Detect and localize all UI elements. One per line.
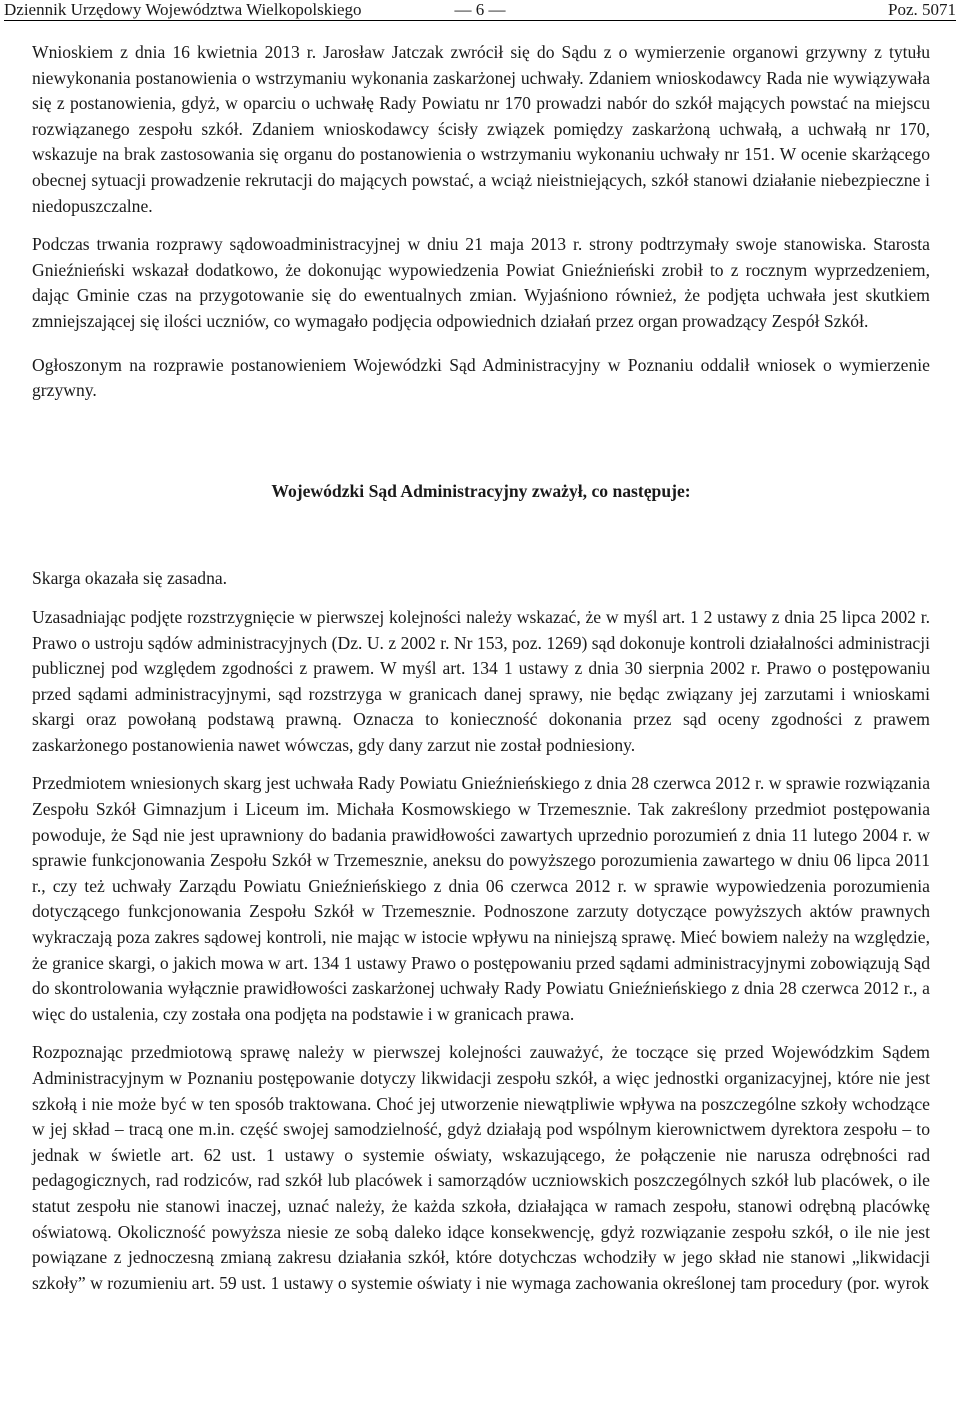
- document-body: [32, 40, 930, 1296]
- paragraph-decision: Ogłoszonym na rozprawie postanowieniem Wojewódzki Sąd Administracyjny w Poznaniu oddalił wniosek o wymierzenie grzywny.: [32, 354, 930, 401]
- paragraph-hearing: Podczas trwania rozprawy sądowoadministracyjnej w dniu 21 maja 2013 r. strony podtrzymały swoje stanowiska. Starosta Gnieźnieński wskazał dodatkowo, że dokonując wypowiedzenia Powiat Gnieźnieński zrobił to z rocznym wyprzedzeniem, dając Gminie czas na przygotowanie się do ewentualnych zmian. Wyjaśniono również, że podjęta uchwała jest skutkiem zmniejszającej się ilości uczniów, co wymagało podjęcia odpowiednich działań przez organ prowadzący Zespół Szkół.: [32, 234, 930, 331]
- paragraph-analysis: Rozpoznając przedmiotową sprawę należy w pierwszej kolejności zauważyć, że toczące się przed Wojewódzkim Sądem Administracyjnym w Poznaniu postępowanie dotyczy likwidacji zespołu szkół, a więc jednostki organizacyjnej, które nie jest szkołą i nie może być w ten sposób traktowana. Choć jej utworzenie niewątpliwie wpływa na poszczególne szkoły wchodzące w jej skład – tracą one m.in. część swojej samodzielność, gdyż działają pod wspólnym kierownictwem dyrektora zespołu – to jednak w świetle art. 62 ust. 1 ustawy o systemie oświaty, wskazującego, że połączenie nie narusza odrębności rad pedagogicznych, rad rodziców, rad szkół lub placówek i samorządów uczniowskich poszczególnych szkół lub placówek, o ile statut zespołu nie stanowi inaczej, uznać należy, że każda szkoła, działająca w ramach zespołu, stanowi odrębną placówkę oświatową. Okoliczność powyższa niesie ze sobą daleko idące konsekwencję, gdyż rozwiązanie zespołu szkół, o ile nie jest powiązane z jednoczesną zmianą zakresu działania szkół, które dotychczas wchodziły w jego skład nie stanowi „likwidacji szkoły” w rozumieniu art. 59 ust. 1 ustawy o systemie oświaty i nie wymaga zachowania określonej tam procedury (por. wyrok: [32, 1042, 930, 1293]
- section-heading: Wojewódzki Sąd Administracyjny zważył, co następuje:: [271, 480, 691, 501]
- paragraph-verdict: Skarga okazała się zasadna.: [32, 568, 228, 589]
- paragraph-legal-basis: Uzasadniając podjęte rozstrzygnięcie w pierwszej kolejności należy wskazać, że w myśl art. 1 2 ustawy z dnia 25 lipca 2002 r. Prawo o ustroju sądów administracyjnych (Dz. U. z 2002 r. Nr 153, poz. 1269) sąd dokonuje kontroli działalności administracji publicznej pod względem zgodności z prawem. W myśl art. 134 1 ustawy z dnia 30 sierpnia 2002 r. Prawo o postępowaniu przed sądami administracyjnymi, sąd rozstrzyga w granicach danej sprawy, nie będąc związany jej zarzutami i wnioskami skargi oraz powołaną podstawą prawną. Oznacza to konieczność dokonania przez sąd oceny zgodności z prawem zaskarżonego postanowienia nawet wówczas, gdy dany zarzut nie został podniesiony.: [32, 606, 930, 755]
- journal-title: Dziennik Urzędowy Województwa Wielkopolskiego: [4, 0, 362, 19]
- position-number: Poz. 5071: [888, 0, 956, 19]
- paragraph-subject: Przedmiotem wniesionych skarg jest uchwała Rady Powiatu Gnieźnieńskiego z dnia 28 czerwca 2012 r. w sprawie rozwiązania Zespołu Szkół Gimnazjum i Liceum im. Michała Kosmowskiego w Trzemesznie. Tak zakreślony przedmiot postępowania powoduje, że Sąd nie jest uprawniony do badania prawidłowości zawartych uprzednio porozumień z dnia 11 lutego 2004 r. w sprawie funkcjonowania Zespołu Szkół w Trzemesznie, aneksu do powyższego porozumienia zawartego w dniu 06 lipca 2011 r., czy też uchwały Zarządu Powiatu Gnieźnieńskiego z dnia 06 czerwca 2012 r. w sprawie wypowiedzenia porozumienia dotyczącego funkcjonowania Zespołu Szkół w Trzemesznie. Podnoszone zarzuty dotyczące powyższych aktów prawnych wykraczają poza zakres sądowej kontroli, nie mając w istocie wpływu na niniejszą sprawę. Mieć bowiem należy na względzie, że granice skargi, o jakich mowa w art. 134 1 ustawy Prawo o postępowaniu przed sądami administracyjnymi zobowiązują Sąd do skontrolowania wyłącznie prawidłowości zaskarżonej uchwały Rady Powiatu Gnieźnieńskiego z dnia 28 czerwca 2012 r., a więc do ustalenia, czy została ona podjęta na podstawie i w granicach prawa.: [32, 773, 930, 1024]
- page-header: [4, 0, 956, 21]
- paragraph-motion: Wnioskiem z dnia 16 kwietnia 2013 r. Jarosław Jatczak zwrócił się do Sądu z o wymierzenie organowi grzywny z tytułu niewykonania postanowienia o wstrzymaniu wykonania zaskarżonej uchwały. Zdaniem wnioskodawcy Rada nie wywiązywała się z postanowienia, gdyż, w oparciu o uchwałę Rady Powiatu nr 170 prowadzi nabór do szkół mających powstać na miejscu rozwiązanego zespołu szkół. Zdaniem wnioskodawcy ścisły związek pomiędzy zaskarżoną uchwałą, a uchwałą nr 170, wskazuje na brak zastosowania się organu do postanowienia o wstrzymaniu wykonaniu uchwały nr 151. W ocenie skarżącego obecnej sytuacji prowadzenie rekrutacji do mających powstać, a wciąż nieistniejących, szkół stanowi działanie niebezpieczne i niedopuszczalne.: [32, 42, 930, 216]
- page-number: — 6 —: [454, 0, 506, 19]
